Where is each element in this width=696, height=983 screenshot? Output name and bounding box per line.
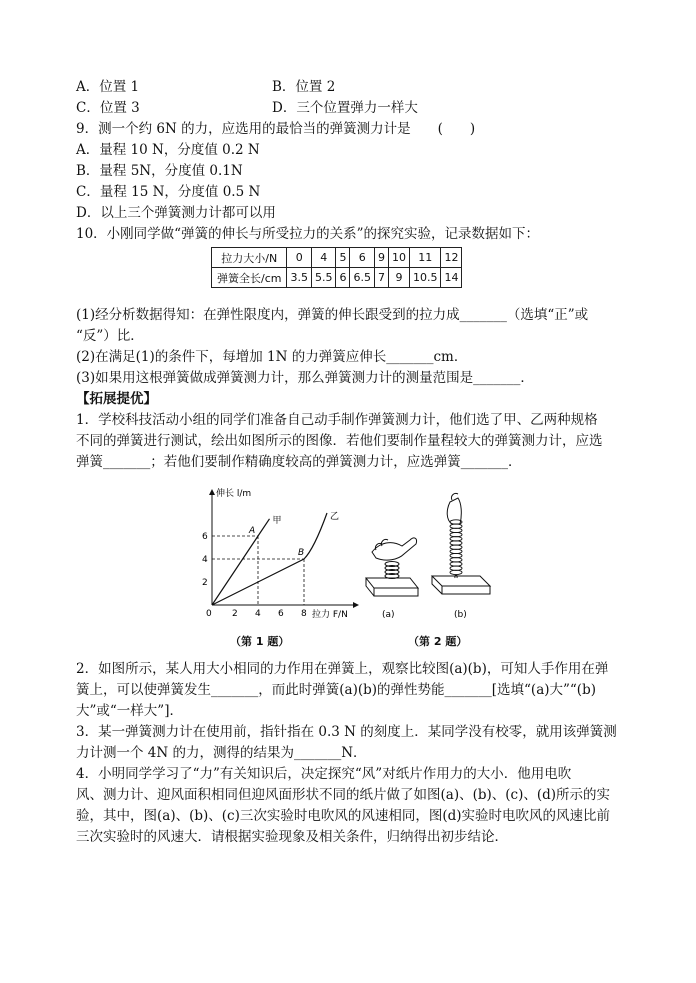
spring-a-figure [366, 538, 418, 596]
data-table [211, 247, 462, 288]
spring-extension-graph [190, 480, 365, 620]
q9-stem: 9．测一个约 6N 的力，应选用的最恰当的弹簧测力计是 ( ) [76, 121, 476, 137]
q10-part3: (3)如果用这根弹簧做成弹簧测力计，那么弹簧测力计的测量范围是_______． [76, 370, 534, 386]
x-axis-label: 拉力 F/N [312, 610, 348, 620]
y-tick-label: 6 [202, 532, 208, 542]
q10-stem: 10．小刚同学做“弹簧的伸长与所受拉力的关系”的探究实验，记录数据如下： [76, 226, 539, 242]
table-cell: 4 [311, 248, 336, 268]
ext-q4-line4: 三次实验时的风速大．请根据实验现象及相关条件，归纳得出初步结论． [76, 829, 508, 845]
dashed-guides [212, 536, 304, 605]
table-cell: 7 [374, 268, 388, 288]
section-title: 【拓展提优】 [76, 391, 157, 407]
spring-coil [450, 541, 462, 545]
table-cell: 9 [388, 268, 409, 288]
table-cell: 9 [374, 248, 388, 268]
spring-coil [450, 549, 462, 553]
origin-label: 0 [206, 609, 212, 619]
ext-q1-line2: 不同的弹簧进行测试，绘出如图所示的图像．若他们要制作量程较大的弹簧测力计，应选 [76, 433, 603, 449]
q9-option-d: D．以上三个弹簧测力计都可以用 [76, 205, 276, 221]
table-cell: 6.5 [350, 268, 375, 288]
x-tick-label: 8 [301, 609, 307, 619]
spring-coil [450, 570, 462, 574]
q9-option-c: C．量程 15 N，分度值 0.5 N [76, 184, 261, 200]
ext-q2-line1: 2．如图所示，某人用大小相同的力作用在弹簧上，观察比较图(a)(b)，可知人手作用在弹 [76, 661, 609, 677]
ext-q1-line3: 弹簧_______；若他们要制作精确度较高的弹簧测力计，应选弹簧_______． [76, 454, 522, 470]
series-label-yi: 乙 [330, 512, 340, 522]
q9-option-a: A．量程 10 N，分度值 0.2 N [76, 142, 260, 158]
spring-b-figure [432, 493, 490, 594]
figure1-caption: （第 1 题） [230, 635, 290, 648]
table-cell: 11 [409, 248, 441, 268]
ext-q3-line2: 力计测一个 4N 的力，测得的结果为_______N． [76, 745, 367, 761]
option-c: C．位置 3 [76, 100, 140, 116]
figure-a-label: (a) [382, 610, 395, 620]
table-cell: 6 [336, 268, 350, 288]
series-line-jia [212, 519, 270, 605]
spring-coil [450, 558, 462, 562]
q10-part2: (2)在满足(1)的条件下，每增加 1N 的力弹簧应伸长_______cm． [76, 349, 468, 365]
ext-q4-line2: 风、测力计、迎风面积相同但迎风面形状不同的纸片做了如图(a)、(b)、(c)、(d)所示的实 [76, 787, 611, 803]
ext-q2-line3: 大”或“一样大”]． [76, 703, 183, 719]
table-row [212, 248, 462, 268]
table-cell: 10 [388, 248, 409, 268]
table-cell: 14 [441, 268, 462, 288]
spring-illustration [362, 490, 512, 625]
spring-coil [450, 524, 462, 528]
option-b: B．位置 2 [272, 79, 336, 95]
q10-part1-line1: (1)经分析数据得知：在弹性限度内，弹簧的伸长跟受到的拉力成_______（选填“正”或 [76, 307, 589, 323]
y-tick-label: 2 [202, 578, 208, 588]
spring-coil [450, 532, 462, 536]
q9-option-b: B．量程 5N，分度值 0.1N [76, 163, 243, 179]
axis-ticks [202, 532, 307, 619]
ext-q1-line1: 1．学校科技活动小组的同学们准备自己动手制作弹簧测力计，他们选了甲、乙两种规格 [76, 412, 598, 428]
y-axis-label: 伸长 l/m [216, 489, 252, 499]
ext-q4-line3: 验，其中，图(a)、(b)、(c)三次实验时电吹风的风速相同，图(d)实验时电吹风的风速比前 [76, 808, 611, 824]
table-cell: 5 [336, 248, 350, 268]
table-cell: 0 [287, 248, 312, 268]
option-d: D．三个位置弹力一样大 [272, 100, 418, 116]
table-row [212, 268, 462, 288]
ext-q3-line1: 3．某一弹簧测力计在使用前，指针指在 0.3 N 的刻度上．某同学没有校零，就用该弹簧测 [76, 724, 617, 740]
spring-coil [450, 553, 462, 557]
point-b-label: B [298, 548, 305, 558]
series-label-jia: 甲 [272, 515, 282, 526]
ext-q4-line1: 4．小明同学学习了“力”有关知识后，决定探究“风”对纸片作用力的大小．他用电吹 [76, 766, 572, 782]
point-a-label: A [249, 526, 256, 536]
table-cell: 12 [441, 248, 462, 268]
figure2-caption: （第 2 题） [408, 635, 468, 648]
figure-b-label: (b) [454, 610, 467, 620]
spring-coil [450, 537, 462, 541]
table-cell: 6 [350, 248, 375, 268]
table-cell: 5.5 [311, 268, 336, 288]
spring-coil [450, 528, 462, 532]
x-tick-label: 2 [232, 609, 238, 619]
table-row-label: 弹簧全长/cm [212, 268, 287, 288]
table-row-label: 拉力大小/N [212, 248, 287, 268]
q10-part1-line2: “反”）比． [76, 328, 144, 344]
table-cell: 3.5 [287, 268, 312, 288]
spring-coil [450, 566, 462, 570]
x-tick-label: 4 [255, 609, 261, 619]
spring-coil [450, 545, 462, 549]
x-tick-label: 6 [278, 609, 284, 619]
table-cell: 10.5 [409, 268, 441, 288]
ext-q2-line2: 簧上，可以使弹簧发生_______，而此时弹簧(a)(b)的弹性势能_______[选填“(a)大”“(b) [76, 682, 596, 698]
y-tick-label: 4 [202, 555, 208, 565]
option-a: A．位置 1 [76, 79, 140, 95]
spring-coil [450, 562, 462, 566]
